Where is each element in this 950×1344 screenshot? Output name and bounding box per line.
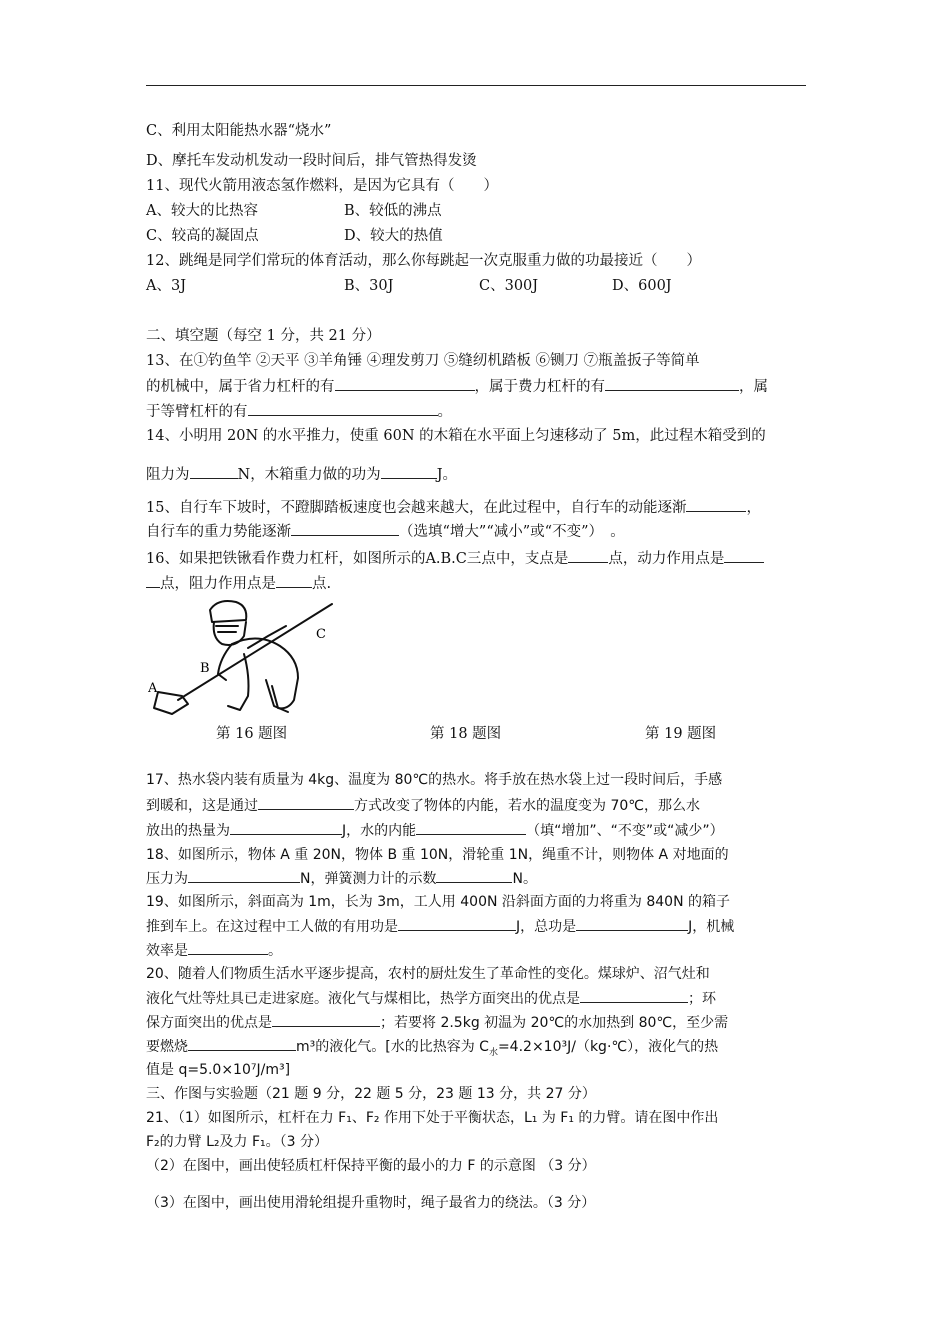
q16-blank-2b[interactable] xyxy=(146,573,160,588)
q15-text-d: （选填“增大”“减小”或“不变”） 。 xyxy=(399,524,625,540)
q15-text-a: 15、自行车下坡时，不蹬脚踏板速度也会越来越大，在此过程中，自行车的动能逐渐 xyxy=(146,500,687,516)
q17-text-a: 到暖和，这是通过 xyxy=(146,798,258,814)
q13-text-b: ，属于费力杠杆的有 xyxy=(474,379,605,395)
q15-text-b: ， xyxy=(746,500,761,516)
q20-blank-3[interactable] xyxy=(188,1036,296,1051)
q15-blank-2[interactable] xyxy=(291,521,399,536)
q18-text-a: 压力为 xyxy=(146,871,188,887)
q19-text-d: 效率是 xyxy=(146,943,188,959)
q17-text-c: 放出的热量为 xyxy=(146,823,230,839)
label-c: C xyxy=(316,627,326,642)
question-13-line1: 13、在①钓鱼竿 ②天平 ③羊角锤 ④理发剪刀 ⑤缝纫机踏板 ⑥铡刀 ⑦瓶盖扳子等简单 xyxy=(146,353,700,369)
q19-text-a: 推到车上。在这过程中工人做的有用功是 xyxy=(146,919,398,935)
q12-option-d: D、600J xyxy=(612,278,672,294)
question-19-line3 xyxy=(146,940,282,961)
q16-text-c: 点，阻力作用点是 xyxy=(160,576,276,592)
q17-text-e: （填“增加”、“不变”或“减少”） xyxy=(526,823,724,839)
q13-blank-2[interactable] xyxy=(605,376,739,391)
q16-text-d: 点. xyxy=(312,576,332,592)
question-20-line2 xyxy=(146,988,716,1009)
question-21-part2: （2）在图中，画出使轻质杠杆保持平衡的最小的力 F 的示意图 （3 分） xyxy=(146,1158,596,1174)
question-21-line1: 21、（1）如图所示，杠杆在力 F₁、F₂ 作用下处于平衡状态，L₁ 为 F₁ 的力臂。请在图中作出 xyxy=(146,1110,719,1126)
question-18-line1: 18、如图所示，物体 A 重 20N，物体 B 重 10N，滑轮重 1N，绳重不计，则物体 A 对地面的 xyxy=(146,847,729,863)
q12-option-b: B、30J xyxy=(344,278,394,294)
q20-subscript: 水 xyxy=(488,1047,498,1058)
label-a: A xyxy=(148,681,158,696)
question-15-line1 xyxy=(146,497,761,518)
q11-option-b: B、较低的沸点 xyxy=(344,203,442,219)
q20-text-b: ；环 xyxy=(688,991,716,1007)
q19-blank-2[interactable] xyxy=(576,916,688,931)
question-20-line5: 值是 q=5.0×10⁷J/m³] xyxy=(146,1062,291,1078)
label-b: B xyxy=(200,661,210,676)
section-2-heading: 二、填空题（每空 1 分，共 21 分） xyxy=(146,328,381,344)
question-16-line1 xyxy=(146,548,764,569)
q17-text-b: 方式改变了物体的内能，若水的温度变为 70℃，那么水 xyxy=(354,798,700,814)
caption-19: 第 19 题图 xyxy=(645,726,717,742)
q16-text-b: 点，动力作用点是 xyxy=(608,551,725,567)
question-21-line2: F₂的力臂 L₂及力 F₁。（3 分） xyxy=(146,1134,328,1150)
q19-text-b: J，总功是 xyxy=(516,919,577,935)
question-13-line3 xyxy=(146,401,452,422)
q20-text-e: 要燃烧 xyxy=(146,1039,188,1055)
q17-blank-2[interactable] xyxy=(230,820,342,835)
q19-text-e: 。 xyxy=(268,943,282,959)
q18-text-c: N。 xyxy=(512,871,537,887)
question-19-line1: 19、如图所示，斜面高为 1m，长为 3m，工人用 400N 沿斜面方面的力将重为 840N 的箱子 xyxy=(146,894,730,910)
q13-text-c: ，属 xyxy=(739,379,768,395)
caption-16: 第 16 题图 xyxy=(216,726,288,742)
question-20-line1: 20、随着人们物质生活水平逐步提高，农村的厨灶发生了革命性的变化。煤球炉、沼气灶和 xyxy=(146,966,710,982)
q18-text-b: N，弹簧测力计的示数 xyxy=(300,871,437,887)
section-3-heading: 三、作图与实验题（21 题 9 分，22 题 5 分，23 题 13 分，共 27 分） xyxy=(146,1086,596,1102)
question-16-line2 xyxy=(146,573,331,594)
q14-text-b: N，木箱重力做的功为 xyxy=(237,467,381,483)
q14-blank-2[interactable] xyxy=(381,464,437,479)
q16-blank-1[interactable] xyxy=(568,548,608,563)
caption-18: 第 18 题图 xyxy=(430,726,502,742)
question-15-line2 xyxy=(146,521,625,542)
q12-option-a: A、3J xyxy=(146,278,187,294)
q13-blank-3[interactable] xyxy=(248,401,438,416)
question-17-line2 xyxy=(146,795,700,816)
q11-option-c: C、较高的凝固点 xyxy=(146,228,259,244)
q16-text-a: 16、如果把铁锹看作费力杠杆，如图所示的A.B.C三点中，支点是 xyxy=(146,551,569,567)
question-14-line2 xyxy=(146,464,457,485)
q14-blank-1[interactable] xyxy=(190,464,238,479)
q20-text-d: ；若要将 2.5kg 初温为 20℃的水加热到 80℃，至少需 xyxy=(380,1015,729,1031)
question-13-line2 xyxy=(146,376,768,397)
q14-text-c: J。 xyxy=(436,467,458,483)
q19-blank-3[interactable] xyxy=(188,940,268,955)
option-c-q10: C、利用太阳能热水器“烧水” xyxy=(146,123,332,139)
question-18-line2 xyxy=(146,868,537,889)
q18-blank-2[interactable] xyxy=(436,868,512,883)
header-rule xyxy=(146,85,806,86)
shovel-handle xyxy=(178,604,332,700)
shovel-worker-figure xyxy=(148,596,334,716)
q20-text-c: 保方面突出的优点是 xyxy=(146,1015,272,1031)
q17-blank-3[interactable] xyxy=(416,820,526,835)
q18-blank-1[interactable] xyxy=(188,868,300,883)
back-shape xyxy=(232,638,298,708)
q16-blank-2[interactable] xyxy=(724,548,764,563)
q12-option-c: C、300J xyxy=(479,278,539,294)
question-14-line1: 14、小明用 20N 的水平推力，使重 60N 的木箱在水平面上匀速移动了 5m，此过程木箱受到的 xyxy=(146,428,766,444)
q11-option-a: A、较大的比热容 xyxy=(146,203,258,219)
q16-blank-3[interactable] xyxy=(276,573,312,588)
option-d-q10: D、摩托车发动机发动一段时间后，排气管热得发烫 xyxy=(146,153,477,169)
q20-text-g: =4.2×10³J/（kg·℃），液化气的热 xyxy=(497,1039,719,1055)
question-17-line1: 17、热水袋内装有质量为 4kg、温度为 80℃的热水。将手放在热水袋上过一段时间后，手感 xyxy=(146,772,723,788)
question-12: 12、跳绳是同学们常玩的体育活动，那么你每跳起一次克服重力做的功最接近（ ） xyxy=(146,253,701,269)
q13-text-e: 。 xyxy=(437,404,452,420)
q15-blank-1[interactable] xyxy=(686,497,746,512)
face-lines xyxy=(216,626,238,632)
q13-text-d: 于等臂杠杆的有 xyxy=(146,404,248,420)
q20-blank-2[interactable] xyxy=(272,1012,380,1027)
helmet-shape xyxy=(210,601,246,622)
q20-blank-1[interactable] xyxy=(580,988,688,1003)
question-20-line4 xyxy=(146,1036,718,1063)
question-20-line3 xyxy=(146,1012,728,1033)
q20-text-f: m³的液化气。[水的比热容为 C xyxy=(296,1039,489,1055)
q19-blank-1[interactable] xyxy=(398,916,516,931)
q17-text-d: J，水的内能 xyxy=(342,823,417,839)
question-11: 11、现代火箭用液态氢作燃料，是因为它具有（ ） xyxy=(146,178,498,194)
q20-text-a: 液化气灶等灶具已走进家庭。液化气与煤相比，热学方面突出的优点是 xyxy=(146,991,580,1007)
q11-option-d: D、较大的热值 xyxy=(344,228,443,244)
question-17-line3 xyxy=(146,820,724,841)
q14-text-a: 阻力为 xyxy=(146,467,190,483)
q13-text-a: 的机械中，属于省力杠杆的有 xyxy=(146,379,335,395)
shovel-blade xyxy=(154,692,188,714)
q15-text-c: 自行车的重力势能逐渐 xyxy=(146,524,291,540)
question-21-part3: （3）在图中，画出使用滑轮组提升重物时，绳子最省力的绕法。（3 分） xyxy=(146,1195,596,1211)
question-19-line2 xyxy=(146,916,734,937)
q19-text-c: J，机械 xyxy=(688,919,735,935)
q17-blank-1[interactable] xyxy=(258,795,354,810)
q13-blank-1[interactable] xyxy=(335,376,475,391)
